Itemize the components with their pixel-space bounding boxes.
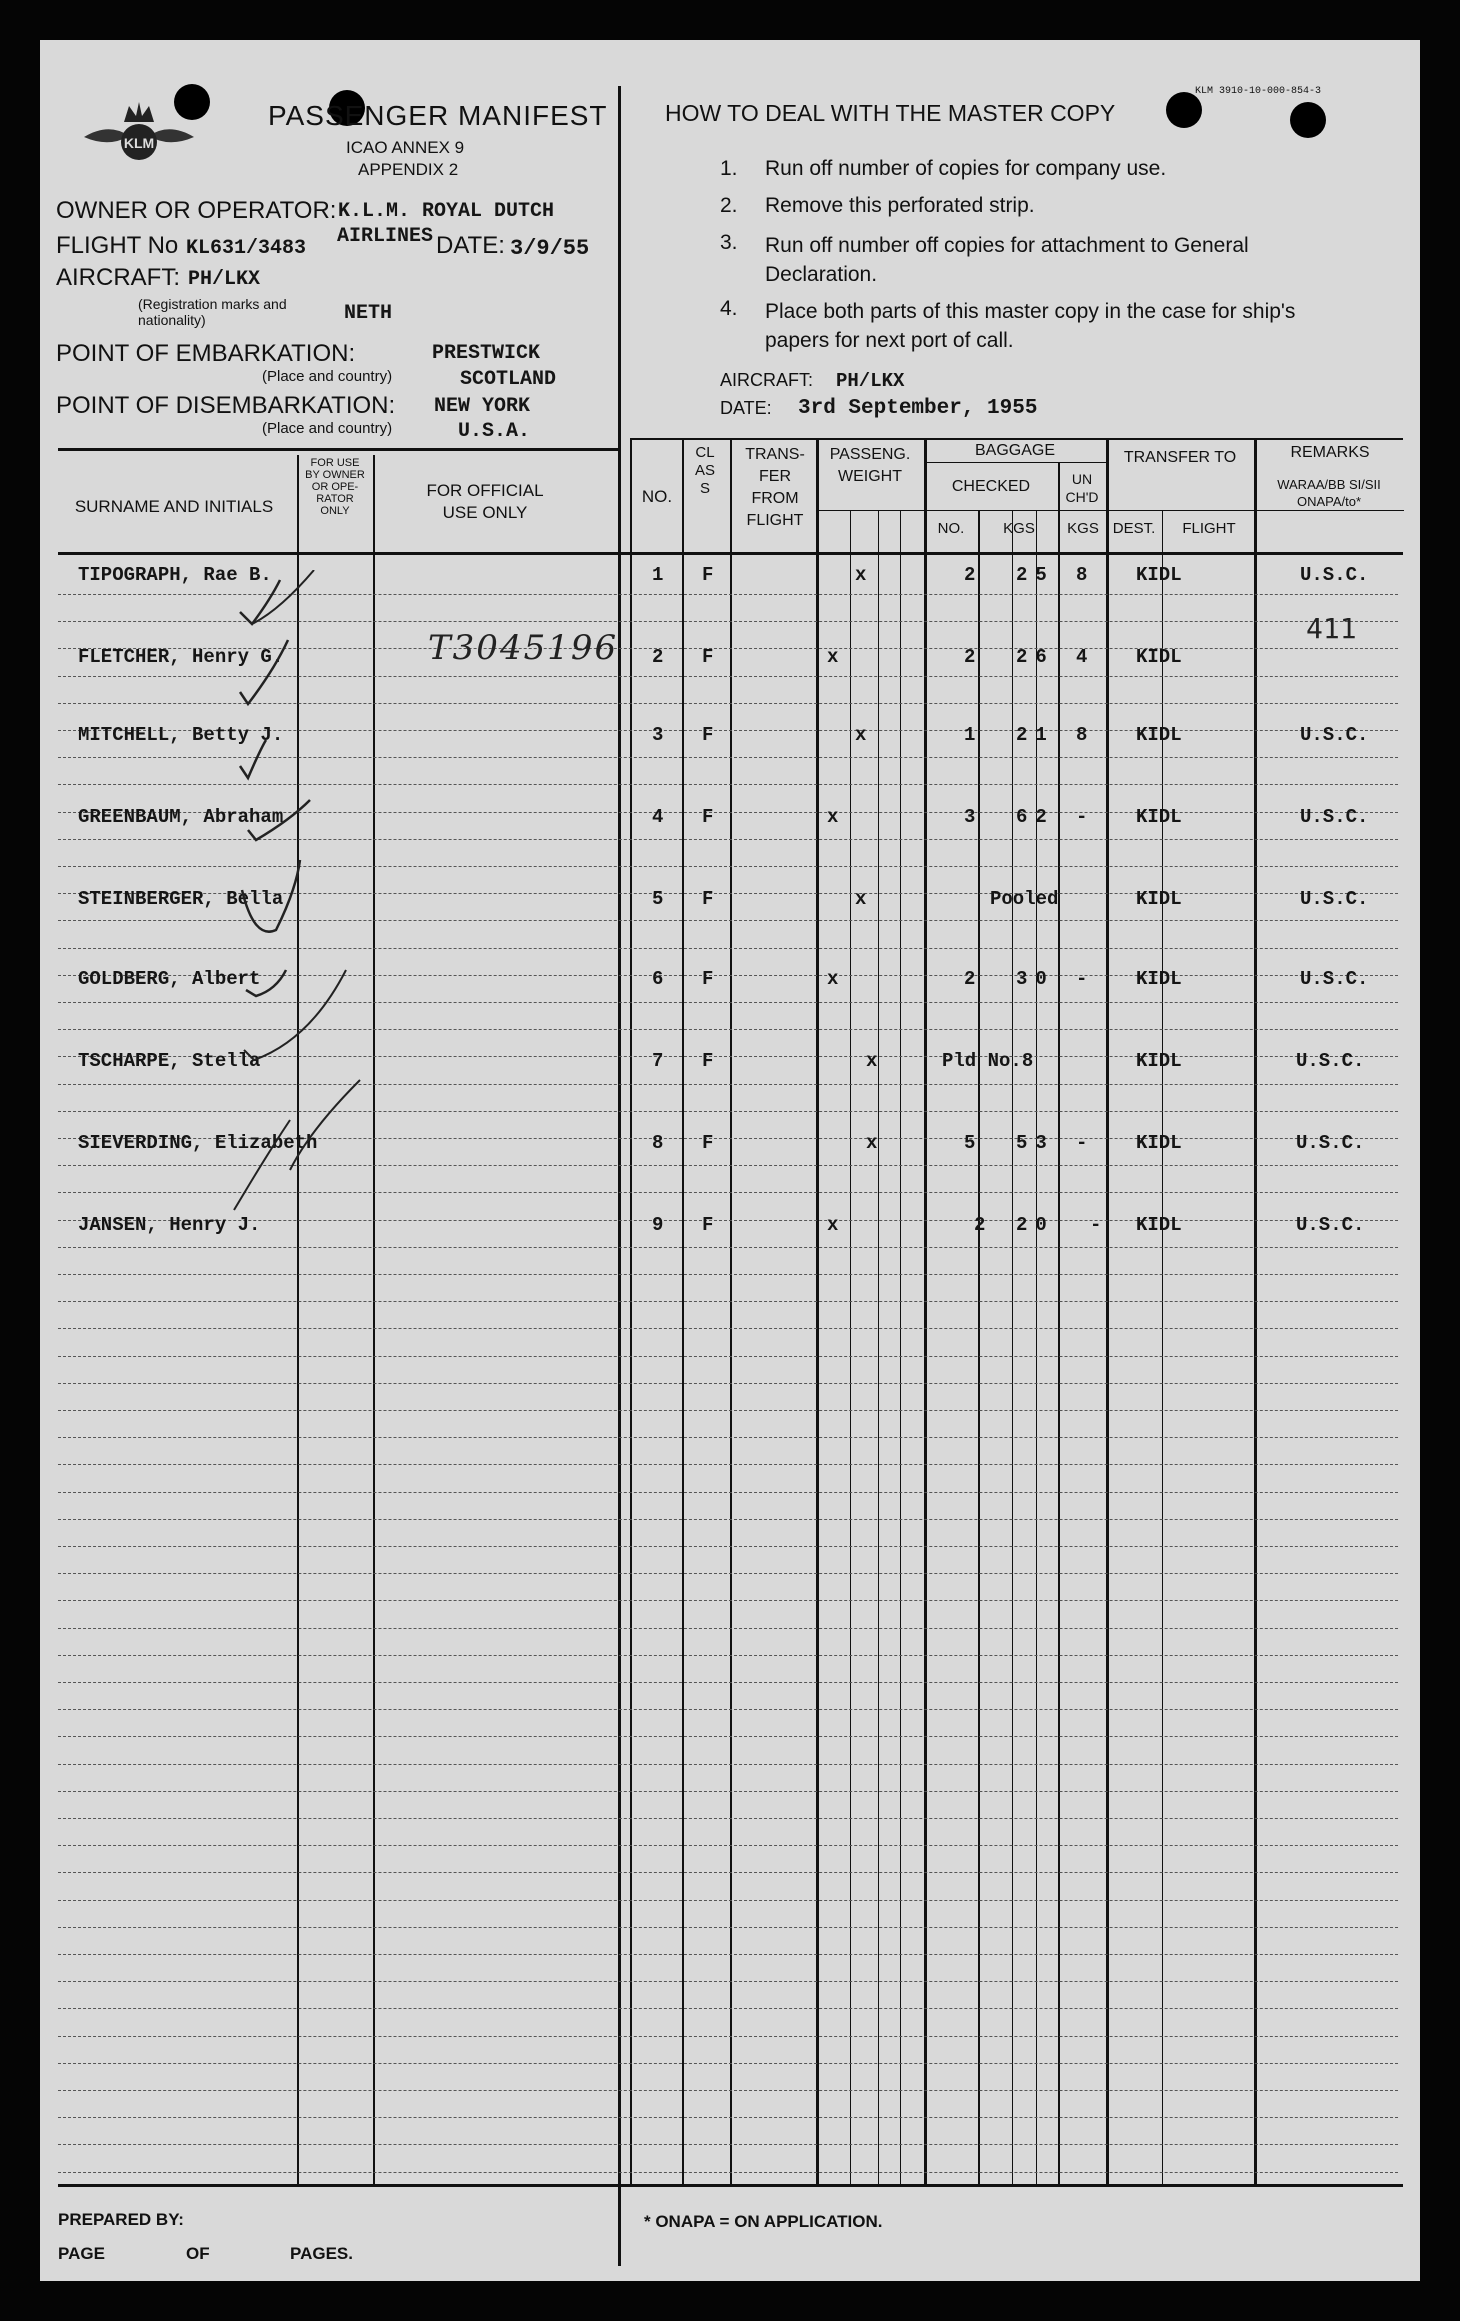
- ruled-line: [58, 1274, 1398, 1275]
- ruled-line: [58, 1764, 1398, 1765]
- passenger-class: F: [702, 1050, 714, 1072]
- of-label: OF: [186, 2244, 210, 2263]
- passenger-no: 8: [652, 1132, 664, 1154]
- ruled-line: [58, 1573, 1398, 1574]
- col-line-transferto-left: [1106, 438, 1109, 2186]
- header-remarks: REMARKS: [1290, 444, 1370, 461]
- ruled-line: [58, 1927, 1398, 1928]
- header-unchd-kgs: KGS: [1067, 520, 1099, 537]
- main-divider: [618, 86, 621, 2266]
- check-marks: [230, 570, 470, 1270]
- instruction-3-text: Run off number off copies for attachment to General Declaration.: [765, 234, 1249, 286]
- passenger-no: 5: [652, 888, 664, 910]
- right-aircraft-value: PH/LKX: [836, 370, 905, 392]
- baggage-kgs: 53: [1016, 1132, 1055, 1154]
- col-line-weight-sub1: [850, 510, 851, 2186]
- col-line-weight-left: [816, 438, 819, 2186]
- ruled-line: [58, 1600, 1398, 1601]
- unchecked-kgs: 8: [1076, 564, 1088, 586]
- destination: KIDL: [1136, 968, 1182, 990]
- passenger-no: 7: [652, 1050, 664, 1072]
- col-line-class-left: [682, 438, 684, 2186]
- disembark-label: POINT OF DISEMBARKATION:: [56, 392, 396, 419]
- header-line-subcols: [816, 510, 1404, 511]
- remarks: U.S.C.: [1300, 564, 1369, 586]
- passenger-weight: x: [827, 968, 839, 990]
- ruled-line: [58, 2172, 1398, 2173]
- header-weight: PASSENG. WEIGHT: [829, 446, 911, 485]
- disembark-value-2: U.S.A.: [458, 420, 531, 443]
- klm-crown-logo: [74, 92, 204, 182]
- ruled-line: [58, 1437, 1398, 1438]
- passenger-no: 1: [652, 564, 664, 586]
- destination: KIDL: [1136, 1050, 1182, 1072]
- left-header-rule: [58, 448, 618, 451]
- baggage-count: 2: [964, 968, 976, 990]
- baggage-count: 1: [964, 724, 976, 746]
- header-line-baggage: [924, 462, 1106, 463]
- ruled-line: [58, 1981, 1398, 1982]
- baggage-kgs: 26: [1016, 646, 1055, 668]
- aircraft-label: AIRCRAFT:: [56, 264, 181, 291]
- header-transfer-to: TRANSFER TO: [1123, 449, 1237, 466]
- ruled-line: [58, 2144, 1398, 2145]
- destination: KIDL: [1136, 646, 1182, 668]
- disembark-value-1: NEW YORK: [434, 395, 531, 418]
- passenger-name: STEINBERGER, Bella: [78, 888, 284, 910]
- passenger-no: 3: [652, 724, 664, 746]
- ruled-line: [58, 1519, 1398, 1520]
- ruled-line: [58, 2036, 1398, 2037]
- ruled-line: [58, 1356, 1398, 1357]
- passenger-class: F: [702, 646, 714, 668]
- passenger-class: F: [702, 968, 714, 990]
- passenger-class: F: [702, 724, 714, 746]
- col-line-dest-right: [1162, 510, 1163, 2186]
- aircraft-value: PH/LKX: [188, 268, 261, 291]
- nationality-value: NETH: [344, 302, 393, 325]
- footnote: * ONAPA = ON APPLICATION.: [644, 2212, 883, 2231]
- col-line-transfer-left: [730, 438, 732, 2186]
- form-subtitle-appendix: APPENDIX 2: [358, 160, 459, 179]
- passenger-weight: x: [855, 724, 867, 746]
- ruled-line: [58, 1818, 1398, 1819]
- ruled-line: [58, 1301, 1398, 1302]
- baggage-kgs: 20: [1016, 1214, 1055, 1236]
- remarks: U.S.C.: [1296, 1050, 1365, 1072]
- header-for-use: FOR USE BY OWNER OR OPE-RATOR ONLY: [305, 457, 365, 517]
- ruled-line: [58, 1628, 1398, 1629]
- ruled-line: [58, 1709, 1398, 1710]
- prepared-by-label: PREPARED BY:: [58, 2210, 184, 2229]
- ruled-line: [58, 1791, 1398, 1792]
- passenger-no: 4: [652, 806, 664, 828]
- owner-label: OWNER OR OPERATOR:: [56, 197, 337, 224]
- manifest-sheet: [40, 40, 1420, 2281]
- baggage-kgs: 62: [1016, 806, 1055, 828]
- punch-hole-right-2: [1290, 102, 1326, 138]
- ruled-line: [58, 1736, 1398, 1737]
- unchecked-kgs: 8: [1076, 724, 1088, 746]
- instruction-3-num: 3.: [720, 231, 738, 254]
- header-remarks-sub: WARAA/BB SI/SII ONAPA/to*: [1277, 477, 1381, 509]
- right-aircraft-label: AIRCRAFT:: [720, 370, 814, 390]
- ruled-line: [58, 1328, 1398, 1329]
- ruled-line: [58, 1655, 1398, 1656]
- unchecked-kgs: 4: [1076, 646, 1088, 668]
- destination: KIDL: [1136, 724, 1182, 746]
- unchecked-kgs: -: [1076, 806, 1088, 828]
- disembark-place-note: (Place and country): [262, 420, 393, 437]
- ruled-line: [58, 1872, 1398, 1873]
- header-no: NO.: [641, 487, 673, 506]
- handwritten-remark: 411: [1306, 612, 1357, 645]
- date-label: DATE:: [436, 232, 505, 259]
- baggage-count: 2: [964, 646, 976, 668]
- passenger-name: MITCHELL, Betty J.: [78, 724, 284, 746]
- passenger-name: JANSEN, Henry J.: [78, 1214, 261, 1236]
- remarks: U.S.C.: [1300, 888, 1369, 910]
- form-title: PASSENGER MANIFEST: [268, 100, 608, 131]
- embark-value-1: PRESTWICK: [432, 342, 541, 365]
- embark-label: POINT OF EMBARKATION:: [56, 340, 356, 367]
- passenger-name: FLETCHER, Henry G.: [78, 646, 284, 668]
- col-line-no-left: [630, 438, 632, 2186]
- handwritten-official-number: T3045196: [428, 628, 619, 668]
- flight-value: KL631/3483: [186, 237, 307, 260]
- header-bag-kgs: KGS: [1003, 520, 1035, 537]
- flight-label: FLIGHT No: [56, 232, 179, 259]
- unchecked-kgs: -: [1090, 1214, 1102, 1236]
- instruction-4-num: 4.: [720, 297, 738, 320]
- right-date-label: DATE:: [720, 398, 772, 418]
- right-date-value: 3rd September, 1955: [798, 397, 1038, 420]
- ruled-line: [58, 1954, 1398, 1955]
- ruled-line: [58, 1682, 1398, 1683]
- baggage-kgs: 30: [1016, 968, 1055, 990]
- passenger-no: 9: [652, 1214, 664, 1236]
- col-line-remarks-left: [1254, 438, 1257, 2186]
- header-flight: FLIGHT: [1182, 520, 1236, 537]
- destination: KIDL: [1136, 1214, 1182, 1236]
- ruled-line: [58, 2117, 1398, 2118]
- date-value: 3/9/55: [510, 236, 590, 261]
- passenger-class: F: [702, 1214, 714, 1236]
- passenger-weight: x: [827, 1214, 839, 1236]
- passenger-weight: x: [855, 564, 867, 586]
- owner-value: K.L.M. ROYAL DUTCH: [338, 200, 555, 223]
- destination: KIDL: [1136, 1132, 1182, 1154]
- passenger-name: TIPOGRAPH, Rae B.: [78, 564, 272, 586]
- baggage-count: 5: [964, 1132, 976, 1154]
- remarks: U.S.C.: [1300, 968, 1369, 990]
- header-surname: SURNAME AND INITIALS: [74, 497, 274, 516]
- ruled-line: [58, 2063, 1398, 2064]
- passenger-name: TSCHARPE, Stella: [78, 1050, 261, 1072]
- header-unchd: UN CH'D: [1065, 471, 1099, 505]
- col-line-baggage-left: [924, 438, 927, 2186]
- ruled-line: [58, 1464, 1398, 1465]
- baggage-count: 2: [974, 1214, 986, 1236]
- remarks: U.S.C.: [1300, 806, 1369, 828]
- embark-place-note: (Place and country): [262, 368, 393, 385]
- passenger-no: 6: [652, 968, 664, 990]
- destination: KIDL: [1136, 888, 1182, 910]
- baggage-count: 3: [964, 806, 976, 828]
- baggage-kgs: 21: [1016, 724, 1055, 746]
- passenger-weight: x: [866, 1132, 878, 1154]
- header-baggage: BAGGAGE: [974, 442, 1056, 459]
- baggage-kgs: 25: [1016, 564, 1055, 586]
- ruled-line: [58, 1900, 1398, 1901]
- ruled-line: [58, 1383, 1398, 1384]
- col-line-bagno-right: [978, 510, 980, 2186]
- passenger-weight: x: [827, 806, 839, 828]
- passenger-no: 2: [652, 646, 664, 668]
- header-official: FOR OFFICIAL USE ONLY: [426, 481, 544, 522]
- col-line-weight-sub3: [900, 510, 901, 2186]
- baggage-count: 2: [964, 564, 976, 586]
- instructions-title: HOW TO DEAL WITH THE MASTER COPY: [665, 100, 1116, 126]
- pages-label: PAGES.: [290, 2244, 353, 2263]
- ruled-line: [58, 1845, 1398, 1846]
- ruled-line: [58, 1546, 1398, 1547]
- destination: KIDL: [1136, 806, 1182, 828]
- col-line-weight-sub2: [878, 510, 879, 2186]
- ruled-line: [58, 2090, 1398, 2091]
- ruled-line: [58, 1410, 1398, 1411]
- instruction-1-text: Run off number of copies for company use.: [765, 157, 1167, 180]
- instruction-4-text: Place both parts of this master copy in the case for ship's papers for next port of call.: [765, 300, 1296, 352]
- owner-value-2: AIRLINES: [337, 225, 434, 248]
- destination: KIDL: [1136, 564, 1182, 586]
- passenger-class: F: [702, 888, 714, 910]
- header-class: CLASS: [694, 444, 715, 497]
- header-dest: DEST.: [1112, 520, 1156, 537]
- instruction-2-num: 2.: [720, 194, 738, 217]
- passenger-class: F: [702, 1132, 714, 1154]
- form-subtitle-annex: ICAO ANNEX 9: [346, 138, 465, 157]
- ruled-line: [58, 2008, 1398, 2009]
- registration-note: (Registration marks and nationality): [138, 296, 287, 328]
- punch-hole-right-1: [1166, 92, 1202, 128]
- passenger-class: F: [702, 806, 714, 828]
- instruction-1-num: 1.: [720, 157, 738, 180]
- col-line-kgs-sub2: [1036, 510, 1037, 2186]
- embark-value-2: SCOTLAND: [460, 368, 557, 391]
- passenger-weight: x: [866, 1050, 878, 1072]
- remarks: U.S.C.: [1296, 1214, 1365, 1236]
- unchecked-kgs: -: [1076, 968, 1088, 990]
- instruction-2-text: Remove this perforated strip.: [765, 194, 1035, 217]
- header-bag-no: NO.: [937, 520, 965, 537]
- unchecked-kgs: -: [1076, 1132, 1088, 1154]
- passenger-class: F: [702, 564, 714, 586]
- svg-text:KLM: KLM: [123, 135, 155, 151]
- header-checked: CHECKED: [951, 478, 1031, 495]
- passenger-weight: x: [855, 888, 867, 910]
- passenger-weight: x: [827, 646, 839, 668]
- baggage-kgs: Pld No.8: [942, 1050, 1034, 1072]
- passenger-name: SIEVERDING, Elizabeth: [78, 1132, 318, 1154]
- ruled-line: [58, 1492, 1398, 1493]
- page-label: PAGE: [58, 2244, 105, 2263]
- remarks: U.S.C.: [1300, 724, 1369, 746]
- baggage-kgs: Pooled: [990, 888, 1059, 910]
- passenger-name: GOLDBERG, Albert: [78, 968, 261, 990]
- col-line-kgs-sub1: [1012, 510, 1013, 2186]
- header-transfer-from: TRANS-FER FROM FLIGHT: [745, 446, 805, 529]
- passenger-name: GREENBAUM, Abraham: [78, 806, 284, 828]
- form-number: KLM 3910-10-000-854-3: [1195, 86, 1322, 97]
- remarks: U.S.C.: [1296, 1132, 1365, 1154]
